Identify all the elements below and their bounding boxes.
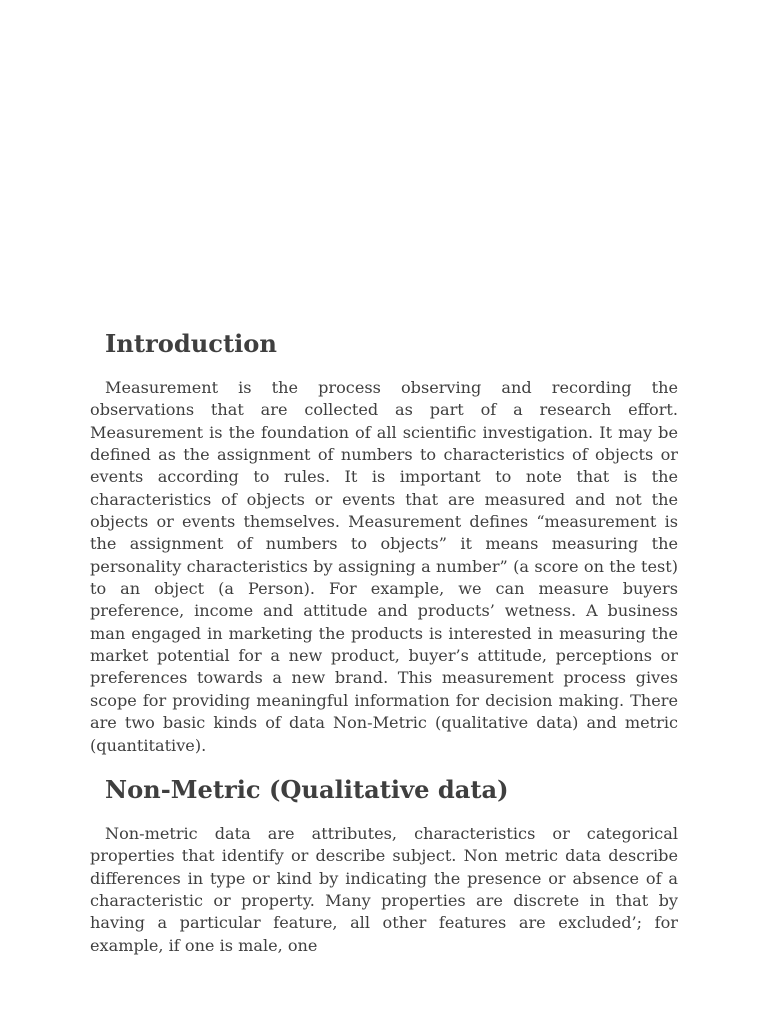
introduction-heading: Introduction — [105, 329, 277, 358]
non-metric-paragraph: Non-metric data are attributes, characteristics or categorical properties that identify or describe subject. Non metric data describe differences in type or kind by indicating the presence or absence of a characteristic or property. Many properties are discrete in that by having a particular feature, all other features are excluded’; for example, if one is male, one — [90, 823, 678, 955]
non-metric-heading: Non-Metric (Qualitative data) — [105, 774, 509, 804]
introduction-paragraph: Measurement is the process observing and recording the observations that are collected as part of a research effort. Measurement is the foundation of all scientific investigation. It may be defined as the assignment of numbers to characteristics of objects or events according to rules. It is important to note that is the characteristics of objects or events that are measured and not the objects or events themselves. Measurement defines “measurement is the assignment of numbers to objects” it means measuring the personality characteristics by assigning a number” (a score on the test) to an object (a Person). For example, we can measure buyers preference, income and attitude and products’ wetness. A business man engaged in marketing the products is interested in measuring the market potential for a new product, buyer’s attitude, perceptions or preferences towards a new brand. This measurement process gives scope for providing meaningful information for decision making. There are two basic kinds of data Non-Metric (qualitative data) and metric (quantitative). — [90, 378, 678, 755]
document-page — [90, 329, 678, 957]
